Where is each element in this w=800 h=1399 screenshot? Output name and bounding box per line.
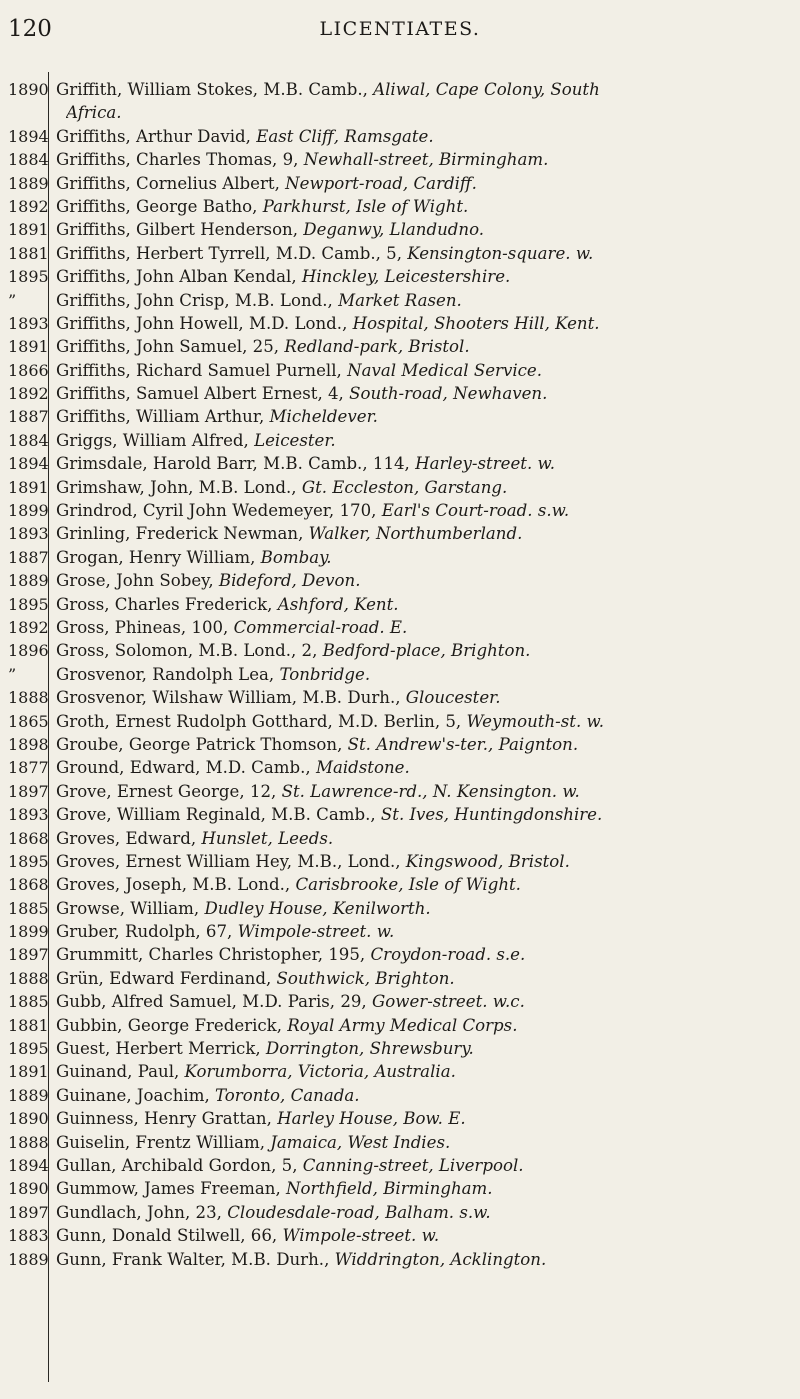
entry-address: Dudley House, Kenilworth. [204,898,431,918]
entry-name: Gundlach, John, 23, [56,1202,228,1222]
entry-year: 1877 [8,758,49,778]
entry-text [56,1084,796,1107]
entry-name: Growse, William, [56,898,205,918]
entry-year: 1884 [8,430,49,450]
entry-text [56,827,796,850]
entry-text [56,990,796,1013]
entry-text [56,1131,796,1154]
entry-name: Griffith, William Stokes, M.B. Camb., [56,80,374,99]
entry-address: Carisbrooke, Isle of Wight. [295,875,521,895]
list-item [0,1154,800,1177]
entry-text [56,920,796,943]
entry-name: Griffiths, Charles Thomas, 9, [56,150,304,170]
entry-address: Newport-road, Cardiff. [285,173,477,193]
entry-name: Griffiths, George Batho, [56,196,263,216]
entry-name: Grosvenor, Wilshaw William, M.B. Durh., [56,688,406,708]
entry-year: 1893 [8,524,49,544]
entry-address: Korumborra, Victoria, Australia. [184,1062,456,1082]
entry-address: South-road, Newhaven. [349,384,548,404]
list-item [0,476,800,499]
entry-address: Northfield, Birmingham. [286,1179,493,1199]
entry-year: 1894 [8,1155,49,1175]
list-item [0,359,800,382]
entry-text [56,499,796,522]
entry-year: 1888 [8,688,49,708]
list-item [0,405,800,428]
entry-address: Newhall-street, Birmingham. [303,150,549,170]
entry-name: Grinling, Frederick Newman, [56,524,309,544]
list-item [0,873,800,896]
entry-year: 1899 [8,501,49,521]
list-item [0,1014,800,1037]
entry-year: ” [8,290,17,310]
entry-address: Royal Army Medical Corps. [287,1015,518,1035]
list-item [0,920,800,943]
entry-text [56,1177,796,1200]
list-item [0,429,800,452]
entry-address: Leicester. [254,430,336,450]
entry-text [66,101,796,124]
entry-name: Gunn, Frank Walter, M.B. Durh., [56,1249,335,1269]
entry-year: 1888 [8,968,49,988]
list-item [0,710,800,733]
entry-address: Naval Medical Service. [347,360,543,380]
page-number: 120 [8,16,52,42]
list-item [0,522,800,545]
entry-name: Grimshaw, John, M.B. Lond., [56,477,302,497]
list-item [0,1224,800,1247]
entry-year: 1891 [8,220,49,240]
entry-year: 1895 [8,1039,49,1059]
entry-text [56,1037,796,1060]
list-item [0,990,800,1013]
entry-address: St. Ives, Huntingdonshire. [380,805,603,825]
entry-address: Parkhurst, Isle of Wight. [262,196,469,216]
entry-text [56,593,796,616]
entry-year: 1898 [8,734,49,754]
entry-text [56,452,796,475]
list-item [0,733,800,756]
entry-address: Bedford-place, Brighton. [322,641,531,661]
entry-name: Griggs, William Alfred, [56,430,255,450]
list-item [0,780,800,803]
entry-year: 1866 [8,360,49,380]
entry-name: Guinand, Paul, [56,1062,185,1082]
entry-address: Earl's Court-road. s.w. [381,501,570,521]
entry-name: Guinness, Henry Grattan, [56,1109,278,1129]
entry-text [56,312,796,335]
list-item [0,218,800,241]
entry-address: Harley-street. w. [415,454,555,474]
list-item [0,803,800,826]
entry-address: Cloudesdale-road, Balham. s.w. [227,1202,491,1222]
list-item [0,148,800,171]
entry-year: 1885 [8,898,49,918]
entry-text [56,546,796,569]
entry-text [56,522,796,545]
entry-address: Kingswood, Bristol. [405,851,570,871]
entry-year: 1884 [8,150,49,170]
entry-address: Aliwal, Cape Colony, South [373,80,600,99]
entry-address: Hospital, Shooters Hill, Kent. [352,313,600,333]
entry-text [56,125,796,148]
entry-text [56,710,796,733]
list-item [0,382,800,405]
entry-year: 1894 [8,126,49,146]
list-item [0,850,800,873]
list-item [0,335,800,358]
list-item [0,546,800,569]
entry-address: Hinckley, Leicestershire. [301,267,511,287]
entry-address: Commercial-road. E. [233,617,408,637]
entry-year: 1895 [8,594,49,614]
entry-year: 1889 [8,1085,49,1105]
entry-text [56,1060,796,1083]
entry-name: Grove, William Reginald, M.B. Camb., [56,805,381,825]
entry-year: 1892 [8,617,49,637]
list-item [0,1037,800,1060]
entry-address: Wimpole-street. w. [237,922,395,942]
entry-text [56,756,796,779]
entry-address: Micheldever. [269,407,378,427]
list-item [0,686,800,709]
entry-address: St. Lawrence-rd., N. Kensington. w. [281,781,580,801]
entry-address: Redland-park, Bristol. [284,337,470,357]
entry-address: Jamaica, West Indies. [270,1132,451,1152]
entry-text [56,242,796,265]
entry-text [56,1154,796,1177]
entry-year: 1892 [8,384,49,404]
entry-text [56,569,796,592]
entry-name: Griffiths, John Alban Kendal, [56,267,302,287]
entry-text [56,265,796,288]
entry-text [56,1224,796,1247]
entry-year: 1889 [8,173,49,193]
entry-name: Griffiths, John Crisp, M.B. Lond., [56,290,339,310]
entry-name: Gunn, Donald Stilwell, 66, [56,1226,283,1246]
entry-name: Guinane, Joachim, [56,1085,215,1105]
list-item [0,639,800,662]
entry-name: Griffiths, Samuel Albert Ernest, 4, [56,384,350,404]
entry-text [56,195,796,218]
entry-year: 1897 [8,1202,49,1222]
list-item [0,172,800,195]
entry-address: Wimpole-street. w. [282,1226,440,1246]
entry-address: Toronto, Canada. [215,1085,360,1105]
entry-address: Gt. Eccleston, Garstang. [301,477,508,497]
list-item [0,242,800,265]
entry-text [56,476,796,499]
entry-year: 1890 [8,1109,49,1129]
entry-year: 1891 [8,477,49,497]
entry-text [56,943,796,966]
list-item [0,452,800,475]
entry-year: 1888 [8,1132,49,1152]
entry-text [56,780,796,803]
entry-address: Gloucester. [405,688,501,708]
entry-name: Gummow, James Freeman, [56,1179,287,1199]
entry-address: St. Andrew's-ter., Paignton. [347,734,579,754]
entry-year: 1887 [8,547,49,567]
entry-year: 1899 [8,922,49,942]
entry-address: Southwick, Brighton. [276,968,455,988]
page-header [0,16,800,46]
entry-name: Ground, Edward, M.D. Camb., [56,758,316,778]
list-item [0,967,800,990]
entry-year: 1889 [8,1249,49,1269]
entry-text [56,1201,796,1224]
entry-name: Griffiths, John Howell, M.D. Lond., [56,313,353,333]
list-item [0,1131,800,1154]
entry-name: Gross, Solomon, M.B. Lond., 2, [56,641,323,661]
entry-text [56,873,796,896]
entry-name: Grummitt, Charles Christopher, 195, [56,945,371,965]
entry-name: Groves, Edward, [56,828,202,848]
entry-name: Gross, Charles Frederick, [56,594,278,614]
entry-address: Maidstone. [315,758,410,778]
entry-text [56,803,796,826]
entry-text [56,663,796,686]
entry-text [56,218,796,241]
entry-name: Grogan, Henry William, [56,547,261,567]
entry-text [56,78,796,101]
entry-address: Tonbridge. [279,664,371,684]
entry-text [56,967,796,990]
list-item [0,756,800,779]
entry-text [56,850,796,873]
entry-name: Guest, Herbert Merrick, [56,1039,266,1059]
entry-name: Gubb, Alfred Samuel, M.D. Paris, 29, [56,992,372,1012]
entry-name: Grose, John Sobey, [56,571,219,591]
list-item [0,265,800,288]
entry-name: Guiselin, Frentz William, [56,1132,271,1152]
entry-year: 1897 [8,781,49,801]
entry-year: 1881 [8,1015,49,1035]
entry-year: 1893 [8,313,49,333]
entry-address: Croydon-road. s.e. [370,945,526,965]
entry-year: 1895 [8,851,49,871]
entry-name: Gruber, Rudolph, 67, [56,922,238,942]
list-item [0,663,800,686]
list-item [0,897,800,920]
entry-text [56,1248,796,1271]
list-item [0,195,800,218]
licentiates-list [0,78,800,1271]
entry-year: 1868 [8,875,49,895]
entry-year: 1897 [8,945,49,965]
entry-text [56,897,796,920]
entry-address: Gower-street. w.c. [372,992,525,1012]
entry-year: 1891 [8,1062,49,1082]
entry-address: Weymouth-st. w. [466,711,604,731]
list-item [0,101,800,124]
entry-name: Griffiths, John Samuel, 25, [56,337,285,357]
entry-name: Groves, Ernest William Hey, M.B., Lond., [56,851,406,871]
entry-year: 1891 [8,337,49,357]
entry-name: Groth, Ernest Rudolph Gotthard, M.D. Berlin, 5, [56,711,467,731]
entry-name: Griffiths, Arthur David, [56,126,257,146]
list-item [0,1107,800,1130]
entry-name: Grimsdale, Harold Barr, M.B. Camb., 114, [56,454,416,474]
entry-name: Grosvenor, Randolph Lea, [56,664,280,684]
entry-text [56,1014,796,1037]
list-item [0,289,800,312]
entry-address: Africa. [66,103,122,123]
entry-address: Kensington-square. w. [407,243,594,263]
list-item [0,569,800,592]
entry-name: Grün, Edward Ferdinand, [56,968,277,988]
entry-name: Griffiths, Cornelius Albert, [56,173,286,193]
entry-text [56,405,796,428]
entry-name: Gullan, Archibald Gordon, 5, [56,1155,303,1175]
entry-text [56,733,796,756]
entry-year: 1883 [8,1226,49,1246]
entry-text [56,1107,796,1130]
entry-text [56,359,796,382]
entry-year: 1890 [8,1179,49,1199]
list-item [0,125,800,148]
entry-year: ” [8,664,17,684]
entry-year: 1895 [8,267,49,287]
entry-text [56,148,796,171]
entry-name: Griffiths, Gilbert Henderson, [56,220,304,240]
entry-year: 1868 [8,828,49,848]
entry-address: Market Rasen. [338,290,462,310]
list-item [0,1177,800,1200]
entry-text [56,335,796,358]
entry-address: Bideford, Devon. [218,571,361,591]
entry-year: 1890 [8,80,49,99]
entry-text [56,429,796,452]
running-title: LICENTIATES. [319,18,481,40]
list-item [0,827,800,850]
entry-address: Deganwy, Llandudno. [303,220,485,240]
entry-text [56,382,796,405]
entry-year: 1892 [8,196,49,216]
entry-address: Harley House, Bow. E. [277,1109,466,1129]
entry-name: Groves, Joseph, M.B. Lond., [56,875,296,895]
entry-name: Grindrod, Cyril John Wedemeyer, 170, [56,501,382,521]
entry-name: Griffiths, Richard Samuel Purnell, [56,360,348,380]
list-item [0,1201,800,1224]
list-item [0,499,800,522]
entry-year: 1896 [8,641,49,661]
entry-address: Dorrington, Shrewsbury. [265,1039,474,1059]
entry-address: Widdrington, Acklington. [334,1249,547,1269]
entry-name: Gross, Phineas, 100, [56,617,234,637]
entry-text [56,289,796,312]
list-item [0,1060,800,1083]
list-item [0,1248,800,1271]
entry-text [56,639,796,662]
entry-year: 1887 [8,407,49,427]
entry-name: Groube, George Patrick Thomson, [56,734,348,754]
entry-name: Griffiths, William Arthur, [56,407,270,427]
entry-name: Grove, Ernest George, 12, [56,781,282,801]
list-item [0,312,800,335]
entry-address: East Cliff, Ramsgate. [256,126,434,146]
entry-text [56,172,796,195]
list-item [0,78,800,101]
list-item [0,616,800,639]
entry-year: 1881 [8,243,49,263]
entry-address: Walker, Northumberland. [308,524,523,544]
entry-address: Ashford, Kent. [277,594,399,614]
entry-name: Griffiths, Herbert Tyrrell, M.D. Camb., 5, [56,243,408,263]
list-item [0,1084,800,1107]
entry-address: Bombay. [260,547,332,567]
entry-year: 1889 [8,571,49,591]
entry-year: 1865 [8,711,49,731]
entry-address: Hunslet, Leeds. [201,828,334,848]
entry-text [56,686,796,709]
entry-text [56,616,796,639]
entry-year: 1894 [8,454,49,474]
entry-address: Canning-street, Liverpool. [302,1155,524,1175]
list-item [0,593,800,616]
list-item [0,943,800,966]
entry-name: Gubbin, George Frederick, [56,1015,288,1035]
entry-year: 1885 [8,992,49,1012]
entry-year: 1893 [8,805,49,825]
